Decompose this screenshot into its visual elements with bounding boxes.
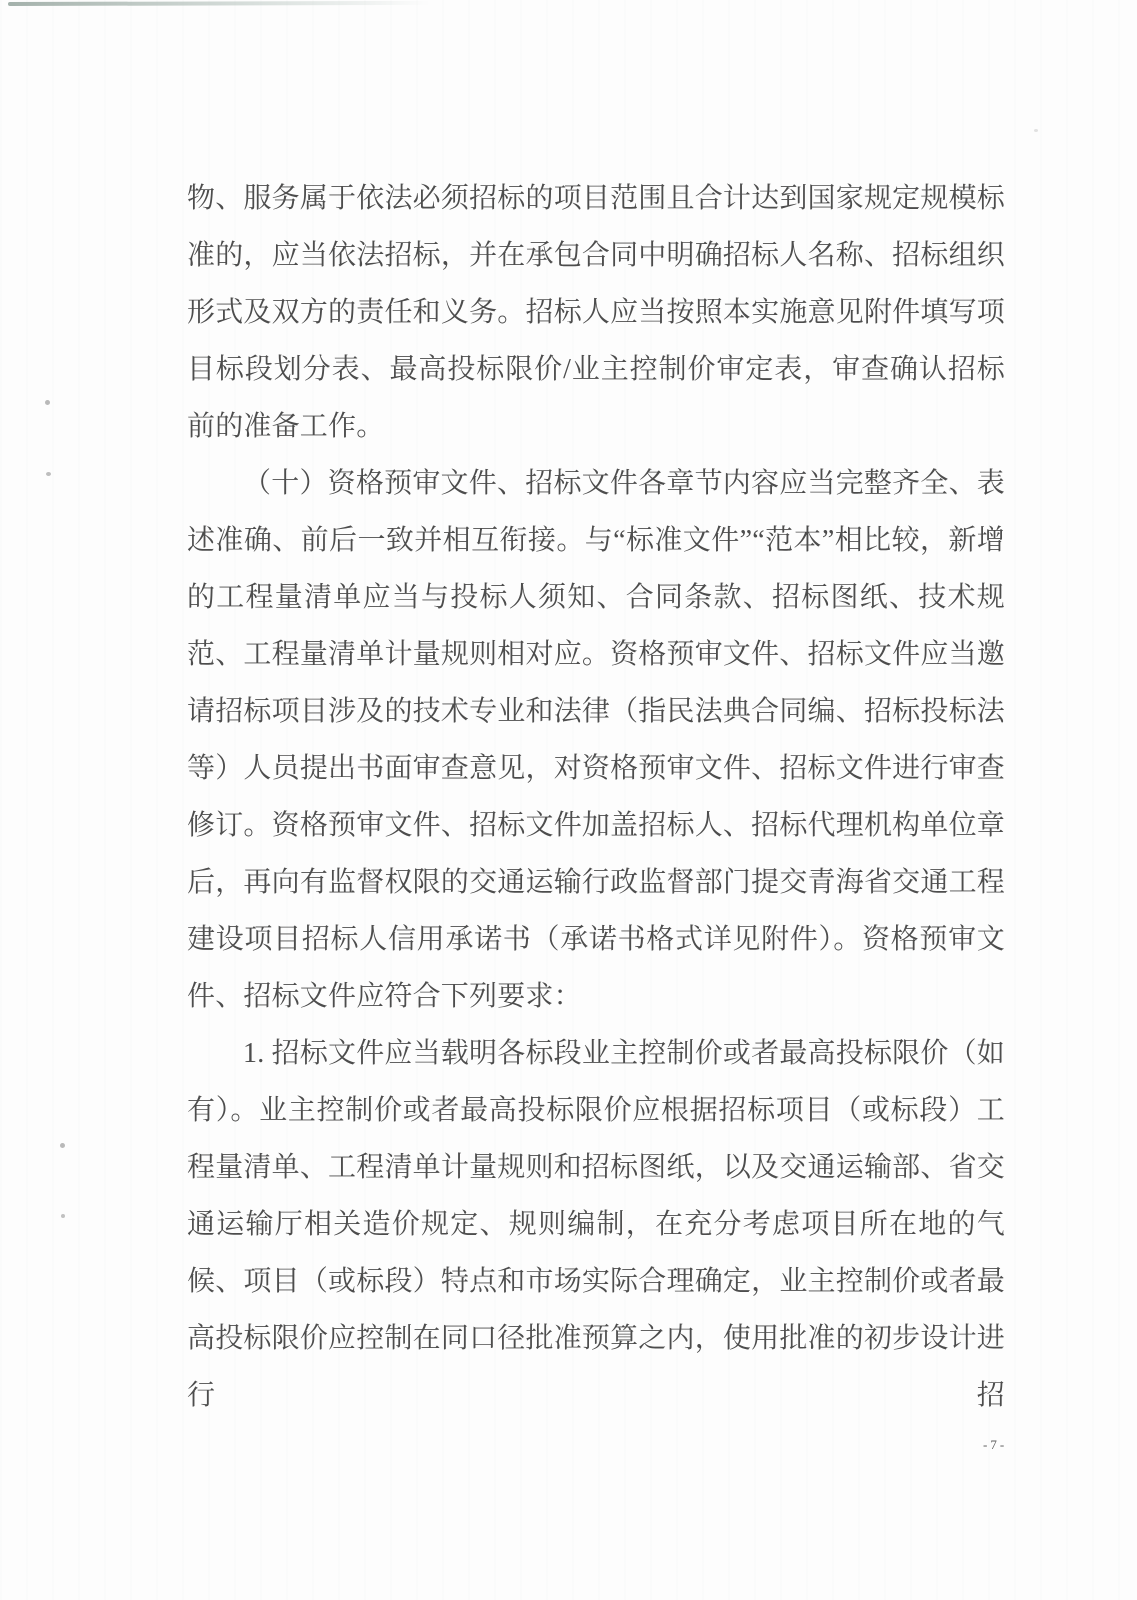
scan-speck xyxy=(46,472,51,476)
page-number: -7- xyxy=(983,1437,1008,1452)
paragraph-item-ten: （十）资格预审文件、招标文件各章节内容应当完整齐全、表述准确、前后一致并相互衔接。与“标准文件”“范本”相比较，新增的工程量清单应当与投标人须知、合同条款、招标图纸、技术规范、工程量清单计量规则相对应。资格预审文件、招标文件应当邀请招标项目涉及的技术专业和法律（指民法典合同编、招标投标法等）人员提出书面审查意见，对资格预审文件、招标文件进行审查修订。资格预审文件、招标文件加盖招标人、招标代理机构单位章后，再向有监督权限的交通运输行政监督部门提交青海省交通工程建设项目招标人信用承诺书（承诺书格式详见附件）。资格预审文件、招标文件应符合下列要求： xyxy=(187,468,1005,1012)
scan-speck xyxy=(60,1143,65,1148)
scan-edge-artifact xyxy=(8,1,448,6)
scan-speck xyxy=(1034,129,1038,132)
paragraph-continued-from-previous-page: 物、服务属于依法必须招标的项目范围且合计达到国家规定规模标准的，应当依法招标，并在承包合同中明确招标人名称、招标组织形式及双方的责任和义务。招标人应当按照本实施意见附件填写项目标段划分表、最高投标限价/业主控制价审定表，审查确认招标前的准备工作。 xyxy=(187,183,1005,442)
paragraph-requirement-1: 1. 招标文件应当载明各标段业主控制价或者最高投标限价（如有）。业主控制价或者最高投标限价应根据招标项目（或标段）工程量清单、工程清单计量规则和招标图纸，以及交通运输部、省交通运输厅相关造价规定、规则编制，在充分考虑项目所在地的气候、项目（或标段）特点和市场实际合理确定，业主控制价或者最高投标限价应控制在同口径批准预算之内，使用批准的初步设计进行招 xyxy=(187,1038,1005,1411)
document-body xyxy=(187,170,1005,1424)
scan-speck xyxy=(45,400,50,405)
scan-speck xyxy=(61,1214,65,1218)
